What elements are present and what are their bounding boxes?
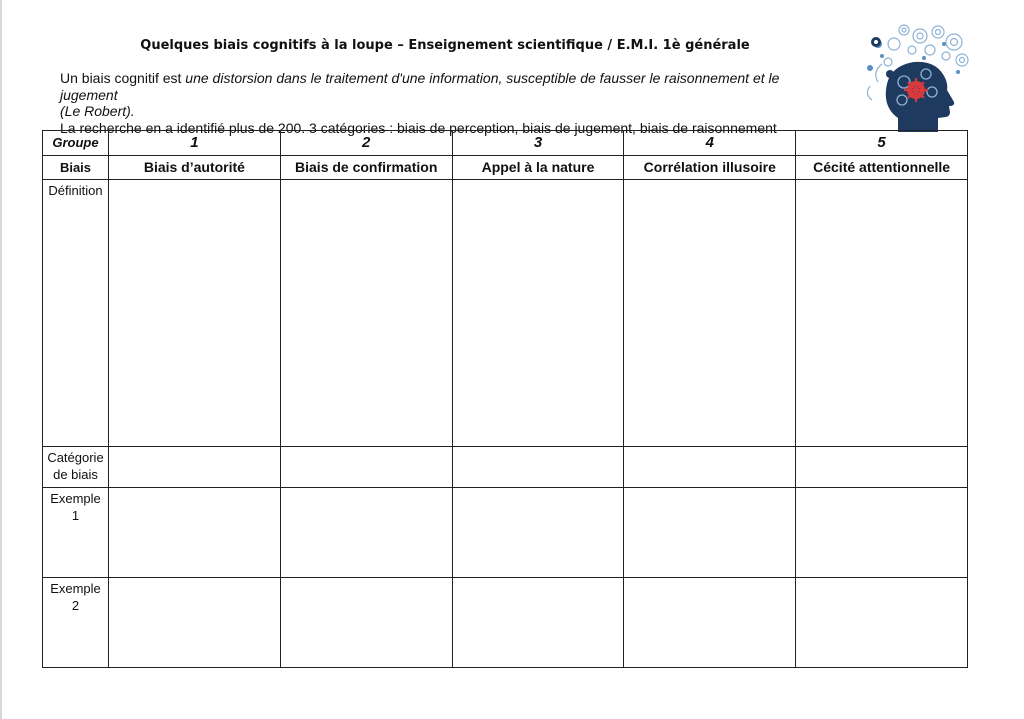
exemple-2-label: [43, 578, 109, 668]
definition-cell-4[interactable]: [624, 180, 796, 447]
intro-line-1: [60, 70, 830, 103]
intro-prefix: Un biais cognitif est: [60, 70, 186, 86]
bias-name-5: Cécité attentionnelle: [796, 156, 968, 180]
definition-cell-5[interactable]: [796, 180, 968, 447]
definition-cell-3[interactable]: [452, 180, 624, 447]
group-number-3: 3: [452, 131, 624, 156]
group-number-2: 2: [280, 131, 452, 156]
definition-cell-1[interactable]: [109, 180, 281, 447]
exemple-1-label-line-1: Exemple: [50, 491, 101, 506]
categorie-label: [43, 447, 109, 488]
intro-line-2: [60, 103, 830, 120]
bias-name-1: Biais d’autorité: [109, 156, 281, 180]
group-number-4: 4: [624, 131, 796, 156]
bias-name-2: Biais de confirmation: [280, 156, 452, 180]
exemple-2-label-line-2: 2: [71, 598, 80, 613]
exemple-2-cell-1[interactable]: [109, 578, 281, 668]
exemple-1-cell-4[interactable]: [624, 488, 796, 578]
exemple-2-cell-4[interactable]: [624, 578, 796, 668]
exemple-1-label-line-2: 1: [71, 508, 80, 523]
group-number-1: 1: [109, 131, 281, 156]
exemple-1-label: [43, 488, 109, 578]
bias-worksheet-table: [42, 130, 968, 668]
document-title: Quelques biais cognitifs à la loupe – Enseignement scientifique / E.M.I. 1è générale: [140, 38, 750, 53]
groupe-row: [43, 131, 968, 156]
groupe-label: Groupe: [43, 131, 109, 156]
definition-label: Définition: [43, 180, 109, 447]
categorie-label-line-1: Catégorie: [47, 450, 104, 465]
categorie-cell-3[interactable]: [452, 447, 624, 488]
categorie-cell-4[interactable]: [624, 447, 796, 488]
biais-label: Biais: [43, 156, 109, 180]
bias-name-3: Appel à la nature: [452, 156, 624, 180]
exemple-1-cell-2[interactable]: [280, 488, 452, 578]
brain-gears-head-icon: [858, 22, 970, 134]
exemple-2-label-line-1: Exemple: [50, 581, 101, 596]
categorie-cell-1[interactable]: [109, 447, 281, 488]
exemple-1-cell-1[interactable]: [109, 488, 281, 578]
exemple-2-cell-3[interactable]: [452, 578, 624, 668]
exemple-2-row: [43, 578, 968, 668]
exemple-1-cell-5[interactable]: [796, 488, 968, 578]
intro-source: (Le Robert).: [60, 103, 135, 119]
exemple-2-cell-2[interactable]: [280, 578, 452, 668]
exemple-1-row: [43, 488, 968, 578]
categorie-row: [43, 447, 968, 488]
definition-row: [43, 180, 968, 447]
exemple-1-cell-3[interactable]: [452, 488, 624, 578]
intro-line-3: La recherche en a identifié plus de 200. 3 catégories : biais de perception, biais de jugement, biais de raisonnement: [60, 119, 777, 136]
intro-text: [60, 70, 830, 136]
intro-definition: une distorsion dans le traitement d'une information, susceptible de fausser le raisonnement et le jugement: [60, 70, 780, 103]
categorie-cell-5[interactable]: [796, 447, 968, 488]
definition-cell-2[interactable]: [280, 180, 452, 447]
biais-row: [43, 156, 968, 180]
bias-name-4: Corrélation illusoire: [624, 156, 796, 180]
categorie-cell-2[interactable]: [280, 447, 452, 488]
exemple-2-cell-5[interactable]: [796, 578, 968, 668]
categorie-label-line-2: de biais: [53, 467, 98, 482]
page-edge: [0, 0, 2, 719]
group-number-5: 5: [796, 131, 968, 156]
